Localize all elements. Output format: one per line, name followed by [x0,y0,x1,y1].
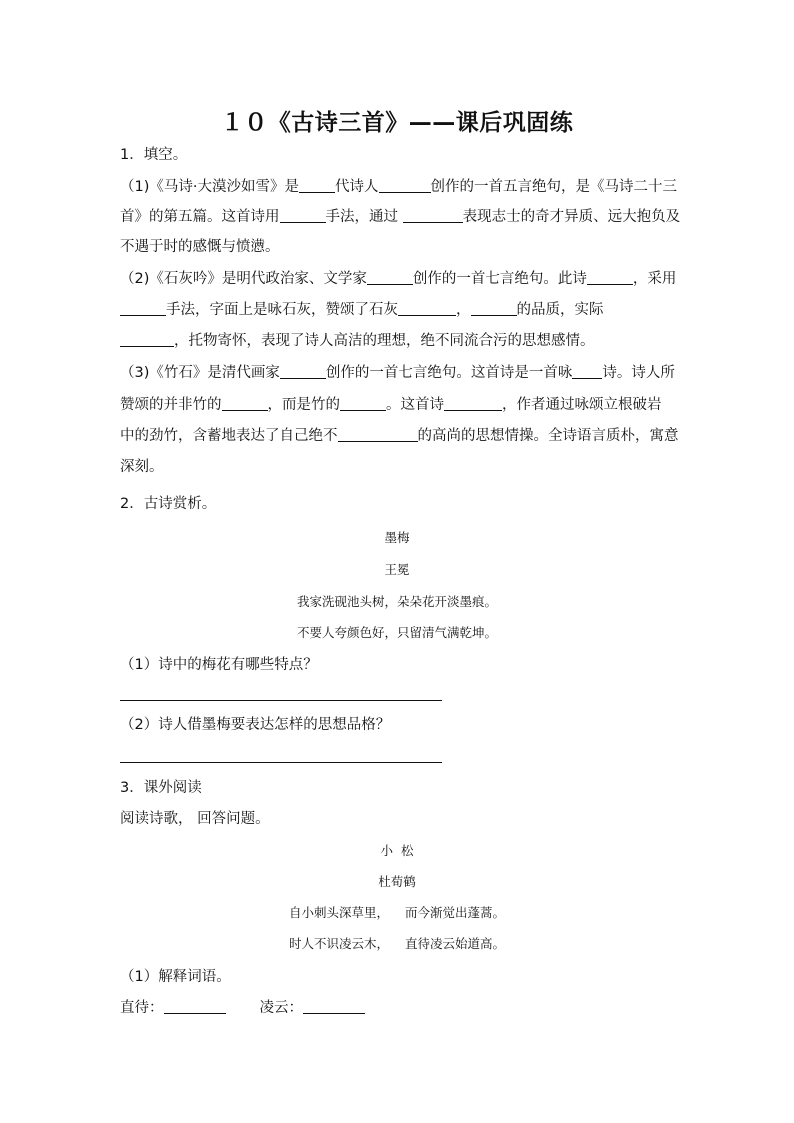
q3-instruction: 阅读诗歌， 回答问题。 [120,811,270,827]
q1-part1-line3: 不遇于时的感慨与愤懑。 [120,239,280,255]
text: 创作的一首七言绝句。此诗 [412,271,587,287]
text: 表现志士的奇才异质、远大抱负及 [462,209,681,225]
term-label: 凌云： [259,1000,303,1016]
fill-blank[interactable] [444,396,502,411]
q1-part3-line2 [120,396,662,414]
text: 首》的第五篇。这首诗用 [120,209,280,225]
fill-blank[interactable] [471,301,517,316]
q1-part2-line1 [120,270,676,288]
poem-line: 时人不识凌云木， 直待凌云始道高。 [289,936,505,951]
text: 赞颂的并非竹的 [120,397,222,413]
fill-blank[interactable] [587,270,633,285]
fill-blank[interactable] [403,208,463,223]
fill-blank[interactable] [120,332,174,347]
q1-part3-line4: 深刻。 [120,459,164,475]
q2-sub2: （2）诗人借墨梅要表达怎样的思想品格？ [120,717,391,733]
q1-heading: 1．填空。 [120,147,188,163]
text: 。这首诗 [386,397,444,413]
text: ，托物寄怀，表现了诗人高洁的理想，绝不同流合污的思想感情。 [174,333,595,349]
text: 手法，字面上是咏石灰，赞颂了石灰 [166,302,398,318]
text: （3)《竹石》是清代画家 [120,365,280,381]
fill-blank[interactable] [367,270,413,285]
poem-title: 小 松 [380,843,414,858]
answer-line[interactable] [120,700,442,701]
fill-blank[interactable] [280,364,326,379]
text: 手法，通过 [325,209,398,225]
fill-blank[interactable] [338,427,418,442]
q2-sub1: （1）诗中的梅花有哪些特点？ [120,657,318,673]
poem-line: 不要人夸颜色好，只留清气满乾坤。 [296,625,497,640]
q1-part3-line3 [120,427,679,445]
fill-blank[interactable] [299,178,335,193]
fill-blank[interactable] [120,301,166,316]
fill-blank[interactable] [164,999,226,1014]
fill-blank[interactable] [303,999,365,1014]
poem-author: 杜荀鹤 [378,874,416,889]
q1-part1-line2 [120,208,680,226]
text: ，而是竹的 [267,397,340,413]
q1-part2-line3 [120,332,595,350]
poem-title: 墨梅 [384,530,410,545]
text: 诗。诗人所 [602,365,675,381]
fill-blank[interactable] [340,396,386,411]
text: ，作者通过咏颂立根破岩 [502,397,662,413]
poem-line: 自小刺头深草里， 而今渐觉出蓬蒿。 [289,905,505,920]
text: （1)《马诗·大漠沙如雪》是 [120,179,299,195]
q3-terms [120,999,365,1017]
fill-blank[interactable] [572,364,602,379]
answer-line[interactable] [120,762,442,763]
text: 代诗人 [335,179,379,195]
page-title: １０《古诗三首》——课后巩固练 [220,110,574,136]
fill-blank[interactable] [379,178,431,193]
text: （2)《石灰吟》是明代政治家、文学家 [120,271,367,287]
q3-heading: 3．课外阅读 [120,780,202,796]
text: 的高尚的思想情操。全诗语言质朴，寓意 [417,428,679,444]
poem-author: 王冕 [384,562,410,577]
q3-sub1: （1）解释词语。 [120,969,231,985]
q2-heading: 2．古诗赏析。 [120,496,217,512]
text: ，采用 [632,271,677,287]
term-label: 直待： [120,1000,164,1016]
q1-part3-line1 [120,364,675,382]
q1-part2-line2 [120,301,604,319]
text: 的品质，实际 [516,302,604,318]
fill-blank[interactable] [222,396,268,411]
fill-blank[interactable] [280,208,326,223]
text: 创作的一首七言绝句。这首诗是一首咏 [325,365,573,381]
poem-line: 我家洗砚池头树，朵朵花开淡墨痕。 [296,594,497,609]
text: ， [456,302,471,318]
text: 创作的一首五言绝句，是《马诗二十三 [430,179,677,195]
fill-blank[interactable] [398,301,456,316]
text: 中的劲竹，含蓄地表达了自己绝不 [120,428,338,444]
q1-part1-line1 [120,178,677,196]
